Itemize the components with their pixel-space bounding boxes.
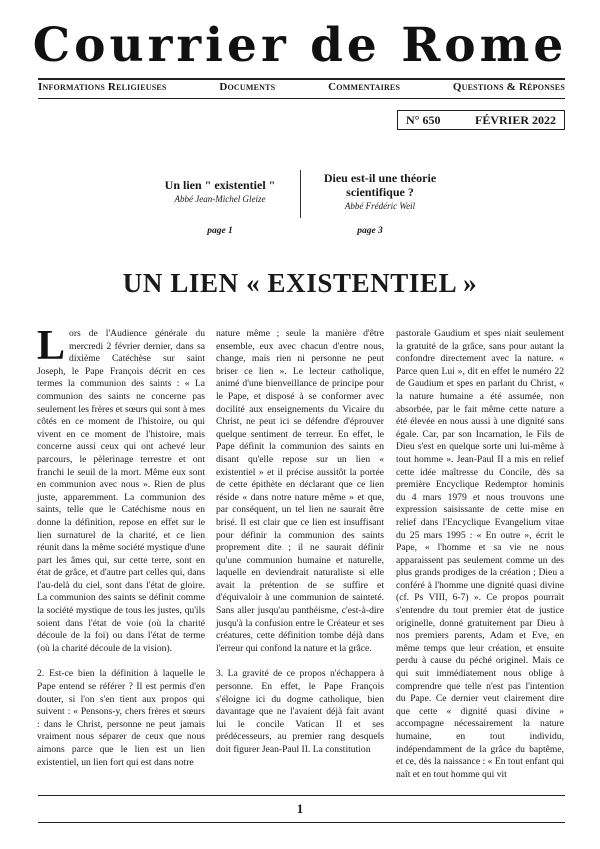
paragraph-2-cont: nature même ; seule la manière d'être ensemble, eux avec chacun d'entre nous, change, mais rien ni personne ne peut briser ce lien ». Le lecteur catholique, animé d'une bienveillance de principe pour le Pape, et disposé à se conformer avec docilité aux enseignements du Vicaire du Christ, ne peut ici se défendre d'éprouver quelque sentiment de terreur. En effet, le Pape définit la communion des saints en disant qu'elle repose sur un lien « existentiel » et il précise aussitôt la portée de cette épithète en déclarant que ce lien réside « dans notre nature même » et que, par conséquent, un tel lien ne saurait être brisé. Il est clair que ce lien est insuffisant pour définir la communion des saints proprement dite ; il ne saurait définir qu'une communion humaine et naturelle, laquelle en deviendrait naturaliste si elle avait la prétention de se suffire et d'équivaloir à une communion de sainteté. Sans aller jusqu'au panthéisme, c'est-à-dire jusqu'à la confusion entre le Créateur et ses créatures, cette définition tombe déjà dans l'erreur qui confond la nature et la grâce. <box>216 328 384 654</box>
section-nav <box>38 81 565 93</box>
toc-author-1: Abbé Jean-Michel Gleize <box>174 194 266 204</box>
article-column-1 <box>37 323 205 769</box>
issue-box <box>397 110 565 130</box>
toc-entry-1 <box>150 178 290 204</box>
paragraph-3: 3. La gravité de ce propos n'échappera à personne. En effet, le Pape François s'éloigne ici du dogme catholique, bien davantage que ne l'avaient déjà fait avant lui le concile Vatican II et ses prédécesseurs, au premier rang desquels doit figurer Jean-Paul II. La constitution <box>216 668 384 755</box>
page-number: 1 <box>296 801 304 816</box>
toc-author-2: Abbé Frédéric Weil <box>344 201 416 211</box>
nav-item-informations: Informations Religieuses <box>38 81 167 93</box>
toc-page-1: page 1 <box>207 226 233 236</box>
drop-cap: L <box>37 323 66 369</box>
nav-item-commentaires: Commentaires <box>328 81 401 93</box>
issue-number: N° 650 <box>406 112 441 127</box>
article-column-2 <box>216 328 384 757</box>
nav-item-documents: Documents <box>219 81 276 93</box>
nav-rule <box>38 98 565 99</box>
paragraph-3-cont: pastorale Gaudium et spes niait seulement la gratuité de la grâce, sans pour autant la confondre directement avec la nature. « Parce quen Lui », dit en effet le numéro 22 de Gaudium et spes en parlant du Christ, « la nature humaine a été assumée, non absorbée, par le fait même cette nature a été élevée en nous aussi à une dignité sans égale. Car, par son Incarnation, le Fils de Dieu s'est en quelque sorte uni lui-même à tout homme ». Jean-Paul II a mis en relief cette idée maîtresse du Concile, dès sa première Encyclique Redemptor hominis du 4 mars 1979 et nous trouvons une expression saisissante de cette mise en relief dans l'Encyclique Evangelium vitae du 25 mars 1995 : « En outre », écrit le Pape, « l'homme et sa vie ne nous apparaissent pas seulement comme un des plus grands prodiges de la création ; Dieu a conféré à l'homme une dignité quasi divine (cf. Ps VIII, 6-7) ». Ce propos pourrait s'entendre du tout premier état de justice originelle, donné gratuitement par Dieu à nos premiers parents, Adam et Eve, en même temps que leur création, et ensuite perdu à cause du péché originel. Mais ce qui suit immédiatement nous oblige à comprendre que telle n'est pas l'intention du Pape. Ce dernier veut clairement dire que cette « dignité quasi divine » accompagne nécessairement la nature humaine, en tout individu, indépendamment de la grâce du baptême, et ce, dès la naissance : « En tout enfant qui naît et en tout homme qui vit <box>396 328 564 780</box>
nav-item-questions: Questions & Réponses <box>452 81 565 93</box>
paragraph-1-text: ors de l'Audience générale du mercredi 2 février dernier, dans sa dixième Catéchèse sur saint Joseph, le Pape François décrit en ces termes la communion des saints : « La communion des saints ne concerne pas seulement les frères et sœurs qui sont à mes côtés en ce moment de l'histoire, ou qui vivent en ce moment de l'histoire, mais concerne aussi ceux qui ont achevé leur parcours, le pèlerinage terrestre et ont franchi le seuil de la mort. Même eux sont en communion avec nous ». Rien de plus juste, apparemment. La communion des saints, telle que le Catéchisme nous en donne la définition, repose en effet sur le lien surnaturel de la charité, et ce lien réunit dans la même société mystique d'une part les âmes qui, sur cette terre, sont en état de grâce, et d'autre part celles qui, dans l'au-delà du ciel, sont dans l'état de gloire. La communion des saints se définit comme la société mystique de tous les justes, qu'ils soient dans l'état de voie (où la charité découle de la foi) ou dans l'état de terme (où la charité découle de la vision). <box>37 328 205 654</box>
paragraph-2: 2. Est-ce bien la définition à laquelle le Pape entend se référer ? Il est permis d'en douter, si l'on s'en tient aux propos qui suivent : « Pensons-y, chers frères et sœurs : dans le Christ, personne ne peut jamais vraiment nous séparer de ceux que nous aimons parce que le lien est un lien existentiel, un lien fort qui est dans notre <box>37 668 205 768</box>
article-column-3 <box>396 328 564 781</box>
issue-date: FÉVRIER 2022 <box>474 112 556 127</box>
toc-divider <box>300 170 301 218</box>
masthead-title: Courrier de Rome <box>32 18 568 73</box>
toc-title-2: Dieu est-il une théorie scientifique ? <box>323 171 437 199</box>
toc-title-1: Un lien " existentiel " <box>164 178 276 192</box>
paragraph-1 <box>37 323 205 655</box>
footer-rule-bottom <box>38 822 565 823</box>
toc-entry-2 <box>310 171 450 211</box>
article-headline: UN LIEN « EXISTENTIEL » <box>122 268 478 298</box>
footer-rule-top <box>38 795 565 796</box>
toc-page-2: page 3 <box>357 226 383 236</box>
masthead-rule <box>38 78 565 80</box>
